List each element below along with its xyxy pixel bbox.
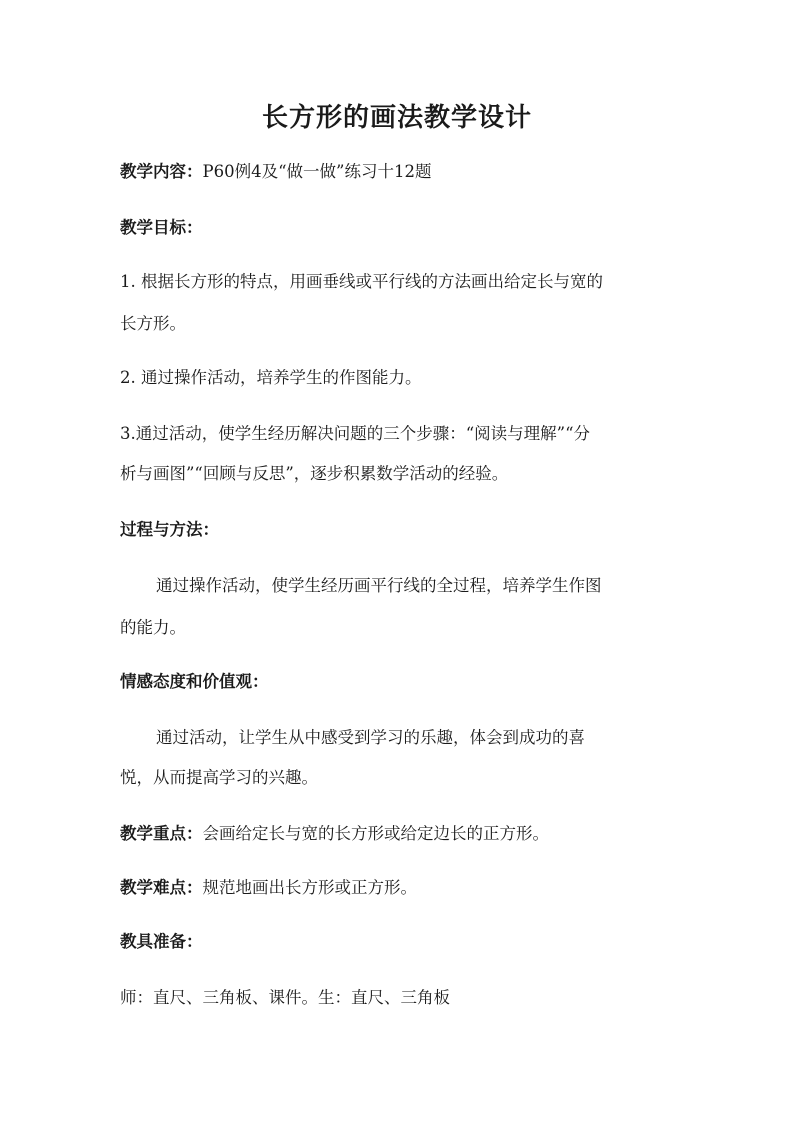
objective-3-line-2: 析与画图”“回顾与反思”，逐步积累数学活动的经验。: [120, 464, 509, 483]
page-title: 长方形的画法教学设计: [261, 103, 532, 133]
teaching-content-text: P60例4及“做一做”练习十12题: [202, 162, 432, 181]
difficulty-label: 教学难点：: [120, 878, 203, 897]
emotion-line-2: 悦，从而提高学习的兴趣。: [120, 768, 318, 787]
process-heading: 过程与方法：: [120, 520, 219, 539]
emotion-heading: 情感态度和价值观：: [120, 672, 269, 691]
objectives-heading: 教学目标：: [120, 218, 203, 237]
process-line-2: 的能力。: [120, 618, 186, 637]
materials-heading: 教具准备：: [120, 932, 203, 951]
objective-2: 2. 通过操作活动，培养学生的作图能力。: [120, 368, 422, 387]
objective-1-line-1: 1. 根据长方形的特点，用画垂线或平行线的方法画出给定长与宽的: [120, 272, 603, 291]
emotion-line-1: 通过活动，让学生从中感受到学习的乐趣，体会到成功的喜: [156, 728, 585, 747]
objective-1-line-2: 长方形。: [120, 314, 186, 333]
difficulty-text: 规范地画出长方形或正方形。: [202, 878, 417, 897]
key-point-row: [120, 822, 549, 846]
teaching-content-row: [120, 160, 431, 184]
difficulty-row: [120, 876, 417, 900]
process-line-1: 通过操作活动，使学生经历画平行线的全过程，培养学生作图: [156, 576, 602, 595]
teaching-content-label: 教学内容：: [120, 162, 203, 181]
materials-text: 师：直尺、三角板、课件。生：直尺、三角板: [120, 988, 450, 1007]
key-point-label: 教学重点：: [120, 824, 203, 843]
objective-3-line-1: 3.通过活动，使学生经历解决问题的三个步骤：“阅读与理解”“分: [120, 424, 591, 443]
key-point-text: 会画给定长与宽的长方形或给定边长的正方形。: [202, 824, 549, 843]
